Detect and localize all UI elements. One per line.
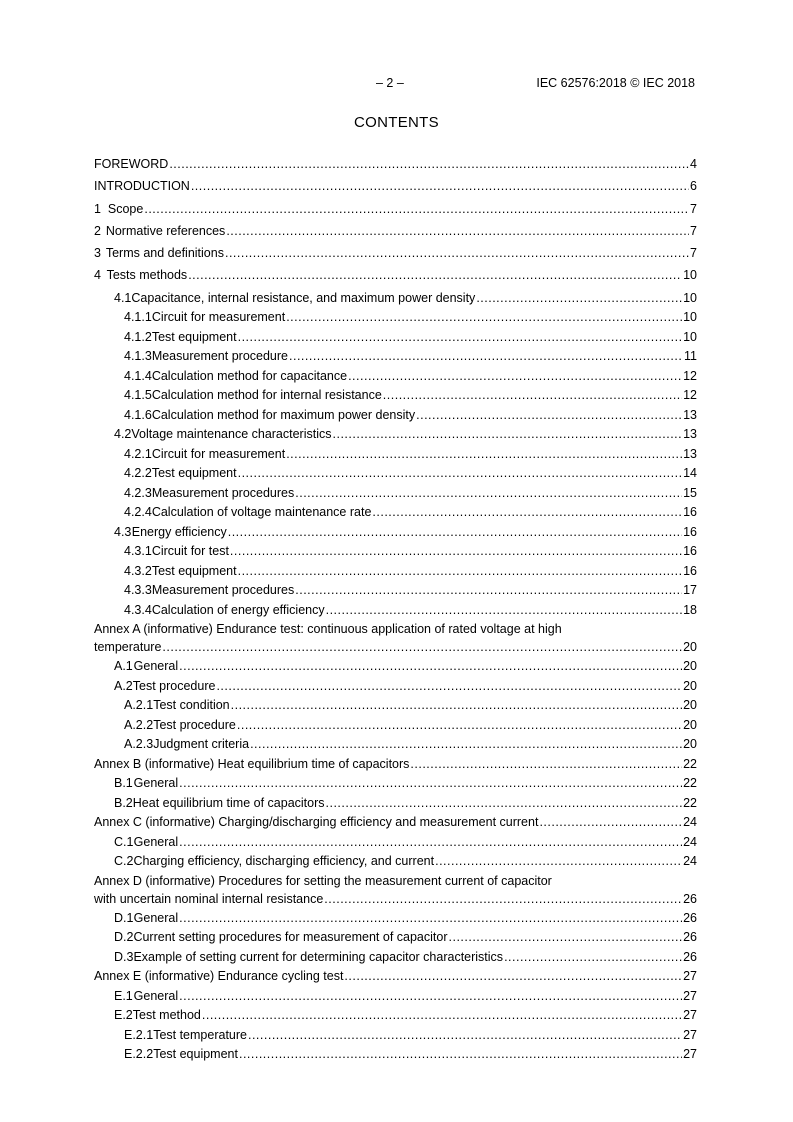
toc-entry-label: Test condition xyxy=(153,698,230,713)
toc-entry-number: C.1 xyxy=(114,834,134,849)
toc-entry-page: 20 xyxy=(683,717,697,732)
dot-leader xyxy=(324,892,682,906)
toc-entry-label: Annex E (informative) Endurance cycling test xyxy=(94,969,344,984)
dot-leader xyxy=(326,603,682,617)
dot-leader xyxy=(539,815,682,829)
toc-entry-label: Calculation of voltage maintenance rate xyxy=(151,505,372,520)
dot-leader xyxy=(228,525,682,539)
toc-entry-label: Test equipment xyxy=(151,563,237,578)
dot-leader xyxy=(216,679,682,693)
toc-entry-number: A.2.1 xyxy=(124,698,154,713)
toc-entry-page: 11 xyxy=(684,349,697,364)
toc-entry-label: Energy efficiency xyxy=(131,524,227,539)
toc-entry-label: Judgment criteria xyxy=(153,737,250,752)
toc-entry[interactable] xyxy=(94,505,697,525)
toc-entry-label: Calculation of energy efficiency xyxy=(151,602,325,617)
toc-entry[interactable] xyxy=(94,179,697,201)
toc-entry-page: 20 xyxy=(683,678,697,693)
toc-entry-page: 22 xyxy=(683,756,697,771)
toc-entry-label: Measurement procedures xyxy=(151,583,295,598)
toc-entry-page: 27 xyxy=(683,1008,697,1023)
dot-leader xyxy=(230,544,682,558)
toc-entry-page: 12 xyxy=(683,368,697,383)
toc-entry-number: 4.3.3 xyxy=(124,583,152,598)
toc-entry-page: 16 xyxy=(683,563,697,578)
toc-entry-page: 20 xyxy=(683,640,697,655)
dot-leader xyxy=(504,950,682,964)
dot-leader xyxy=(188,268,682,282)
toc-entry-page: 13 xyxy=(683,427,697,442)
toc-entry-number: C.2 xyxy=(114,854,134,869)
toc-entry-number: 4.3.4 xyxy=(124,602,152,617)
toc-entry-label: General xyxy=(133,834,179,849)
toc-entry-page: 10 xyxy=(683,290,697,305)
toc-entry-page: 14 xyxy=(683,466,697,481)
toc-entry[interactable] xyxy=(94,718,697,738)
toc-entry[interactable] xyxy=(94,564,697,584)
document-reference: IEC 62576:2018 © IEC 2018 xyxy=(536,76,695,90)
toc-entry-number: 4.2.3 xyxy=(124,485,152,500)
toc-entry[interactable] xyxy=(94,776,697,796)
toc-entry[interactable] xyxy=(94,310,697,330)
toc-entry-label: Test procedure xyxy=(153,717,236,732)
toc-entry-page: 16 xyxy=(683,544,697,559)
dot-leader xyxy=(191,179,689,193)
toc-entry[interactable] xyxy=(94,679,697,699)
dot-leader xyxy=(476,291,682,305)
dot-leader xyxy=(169,157,689,171)
toc-entry[interactable] xyxy=(94,622,697,659)
toc-entry-number: 4.2 xyxy=(114,427,132,442)
toc-entry-number: A.2.3 xyxy=(124,737,154,752)
dot-leader xyxy=(372,505,682,519)
dot-leader xyxy=(250,737,682,751)
toc-entry-number: 4.2.2 xyxy=(124,466,152,481)
dot-leader xyxy=(435,854,682,868)
toc-entry-page: 27 xyxy=(683,1027,697,1042)
dot-leader xyxy=(248,1028,682,1042)
toc-entry-number: 3 xyxy=(94,246,101,261)
toc-entry-page: 17 xyxy=(683,583,697,598)
toc-entry-page: 27 xyxy=(683,1047,697,1062)
toc-entry-title-line: Annex D (informative) Procedures for setting the measurement current of capacitor xyxy=(94,873,552,888)
toc-entry-label: Normative references xyxy=(105,223,226,238)
toc-entry-label: Circuit for measurement xyxy=(151,446,286,461)
toc-entry-page: 10 xyxy=(683,310,697,325)
toc-entry-label: Measurement procedures xyxy=(151,485,295,500)
toc-entry-label: with uncertain nominal internal resistance xyxy=(94,891,324,906)
toc-entry-number: A.2.2 xyxy=(124,717,154,732)
dot-leader xyxy=(286,310,682,324)
dot-leader xyxy=(179,776,682,790)
toc-entry[interactable] xyxy=(94,349,697,369)
toc-entry[interactable] xyxy=(94,157,697,179)
dot-leader xyxy=(410,757,682,771)
dot-leader xyxy=(295,486,682,500)
toc-entry-page: 24 xyxy=(683,815,697,830)
toc-entry-number: A.1 xyxy=(114,659,133,674)
toc-entry-page: 22 xyxy=(683,776,697,791)
toc-entry-label: Circuit for measurement xyxy=(151,310,286,325)
toc-entry[interactable] xyxy=(94,969,697,989)
dot-leader xyxy=(238,564,683,578)
toc-entry-label: Heat equilibrium time of capacitors xyxy=(132,795,325,810)
toc-entry-label: Test temperature xyxy=(153,1027,247,1042)
toc-entry-label: Example of setting current for determining capacitor characteristics xyxy=(133,949,504,964)
toc-entry-page: 26 xyxy=(683,949,697,964)
toc-entry-number: 4.2.4 xyxy=(124,505,152,520)
dot-leader xyxy=(238,330,683,344)
dot-leader xyxy=(202,1008,682,1022)
toc-entry-page: 26 xyxy=(683,910,697,925)
toc-entry-number: 4.1.3 xyxy=(124,349,152,364)
toc-entry[interactable] xyxy=(94,447,697,467)
dot-leader xyxy=(383,388,682,402)
toc-entry-page: 24 xyxy=(683,854,697,869)
toc-entry-number: 4.3 xyxy=(114,524,132,539)
toc-entry-label: Test method xyxy=(132,1008,201,1023)
toc-entry-label: General xyxy=(133,776,179,791)
toc-entry-page: 18 xyxy=(683,602,697,617)
toc-entry-number: 4.3.2 xyxy=(124,563,152,578)
dot-leader xyxy=(179,659,682,673)
toc-entry-page: 20 xyxy=(683,737,697,752)
toc-entry[interactable] xyxy=(94,603,697,623)
toc-entry-label: Scope xyxy=(107,201,144,216)
toc-entry-number: E.2.2 xyxy=(124,1047,154,1062)
toc-entry-page: 7 xyxy=(690,223,697,238)
dot-leader xyxy=(333,427,683,441)
toc-entry[interactable] xyxy=(94,874,697,911)
toc-entry[interactable] xyxy=(94,224,697,246)
toc-entry-number: D.3 xyxy=(114,949,134,964)
toc-entry-page: 16 xyxy=(683,524,697,539)
toc-entry[interactable] xyxy=(94,427,697,447)
toc-entry[interactable] xyxy=(94,330,697,350)
toc-entry[interactable] xyxy=(94,202,697,224)
toc-entry-label: Circuit for test xyxy=(151,544,229,559)
page-header xyxy=(0,76,793,92)
dot-leader xyxy=(238,466,683,480)
dot-leader xyxy=(326,796,683,810)
toc-entry-number: E.2.1 xyxy=(124,1027,154,1042)
toc-entry[interactable] xyxy=(94,583,697,603)
toc-entry-label: Test equipment xyxy=(153,1047,238,1062)
toc-entry-label: General xyxy=(133,988,179,1003)
toc-entry-label: Annex B (informative) Heat equilibrium time of capacitors xyxy=(94,756,410,771)
toc-entry[interactable] xyxy=(94,369,697,389)
toc-entry[interactable] xyxy=(94,950,697,970)
toc-entry-label: Capacitance, internal resistance, and maximum power density xyxy=(131,290,476,305)
toc-entry-number: 1 xyxy=(94,201,101,216)
toc-entry-page: 15 xyxy=(683,485,697,500)
toc-entry-page: 10 xyxy=(683,329,697,344)
toc-entry-page: 12 xyxy=(683,388,697,403)
toc-entry-page: 22 xyxy=(683,795,697,810)
toc-entry-label: Charging efficiency, discharging efficiency, and current xyxy=(133,854,435,869)
toc-entry-label: Calculation method for maximum power density xyxy=(151,407,416,422)
toc-entry-number: 4.2.1 xyxy=(124,446,152,461)
toc-entry[interactable] xyxy=(94,388,697,408)
toc-entry-number: 4.1.5 xyxy=(124,388,152,403)
toc-entry-page: 6 xyxy=(690,179,697,194)
toc-entry-page: 26 xyxy=(683,930,697,945)
toc-entry-number: 2 xyxy=(94,223,101,238)
toc-entry-page: 20 xyxy=(683,698,697,713)
toc-entry-number: B.2 xyxy=(114,795,133,810)
dot-leader xyxy=(289,349,683,363)
toc-entry[interactable] xyxy=(94,408,697,428)
dot-leader xyxy=(416,408,682,422)
toc-entry[interactable] xyxy=(94,989,697,1009)
toc-entry[interactable] xyxy=(94,1047,697,1067)
toc-entry-label: INTRODUCTION xyxy=(94,179,190,194)
dot-leader xyxy=(225,246,689,260)
toc-entry[interactable] xyxy=(94,525,697,545)
toc-entry-number: 4.1.2 xyxy=(124,329,152,344)
toc-entry-page: 16 xyxy=(683,505,697,520)
toc-entry-label: General xyxy=(133,659,179,674)
dot-leader xyxy=(144,202,689,216)
toc-entry-label: Terms and definitions xyxy=(105,246,224,261)
toc-entry-page: 4 xyxy=(690,157,697,171)
dot-leader xyxy=(179,835,682,849)
toc-entry-page: 7 xyxy=(690,246,697,261)
toc-entry-label: Test procedure xyxy=(132,678,216,693)
toc-entry[interactable] xyxy=(94,815,697,835)
toc-entry-number: 4.1.6 xyxy=(124,407,152,422)
toc-entry-page: 10 xyxy=(683,268,697,283)
toc-entry-number: D.1 xyxy=(114,910,134,925)
toc-entry-number: 4.3.1 xyxy=(124,544,152,559)
toc-entry-label: General xyxy=(133,910,179,925)
toc-entry-page: 13 xyxy=(683,446,697,461)
toc-entry[interactable] xyxy=(94,1028,697,1048)
toc-entry[interactable] xyxy=(94,466,697,486)
toc-entry-page: 27 xyxy=(683,988,697,1003)
toc-entry-number: E.1 xyxy=(114,988,133,1003)
page-number: – 2 – xyxy=(376,76,404,90)
toc-entry[interactable] xyxy=(94,246,697,268)
dot-leader xyxy=(286,447,682,461)
toc-entry-page: 24 xyxy=(683,834,697,849)
toc-entry-label: temperature xyxy=(94,640,162,655)
toc-entry[interactable] xyxy=(94,698,697,718)
dot-leader xyxy=(295,583,682,597)
dot-leader xyxy=(239,1047,682,1061)
dot-leader xyxy=(449,930,683,944)
dot-leader xyxy=(344,969,682,983)
toc-entry[interactable] xyxy=(94,1008,697,1028)
dot-leader xyxy=(179,989,682,1003)
dot-leader xyxy=(231,698,682,712)
toc-entry[interactable] xyxy=(94,911,697,931)
toc-entry-number: 4.1.4 xyxy=(124,368,152,383)
toc-entry-label: Tests methods xyxy=(106,268,188,283)
toc-entry-page: 13 xyxy=(683,407,697,422)
toc-entry[interactable] xyxy=(94,930,697,950)
toc-entry-label: Test equipment xyxy=(151,329,237,344)
toc-entry[interactable] xyxy=(94,796,697,816)
toc-entry[interactable] xyxy=(94,737,697,757)
dot-leader xyxy=(237,718,682,732)
toc-entry-page: 27 xyxy=(683,969,697,984)
toc-entry-label: Voltage maintenance characteristics xyxy=(131,427,332,442)
toc-entry-page: 7 xyxy=(690,201,697,216)
toc-entry[interactable] xyxy=(94,835,697,855)
toc-entry-title-line: Annex A (informative) Endurance test: continuous application of rated voltage at high xyxy=(94,622,562,637)
toc-entry[interactable] xyxy=(94,544,697,564)
toc-entry-number: 4 xyxy=(94,268,101,283)
toc-entry[interactable] xyxy=(94,854,697,874)
toc-entry-label: FOREWORD xyxy=(94,157,169,171)
table-of-contents xyxy=(94,157,697,1067)
toc-entry-label: Calculation method for capacitance xyxy=(151,368,348,383)
toc-entry-number: 4.1.1 xyxy=(124,310,152,325)
toc-entry-page: 20 xyxy=(683,659,697,674)
toc-entry[interactable] xyxy=(94,659,697,679)
toc-entry-number: 4.1 xyxy=(114,290,132,305)
toc-entry-label: Current setting procedures for measurement of capacitor xyxy=(133,930,448,945)
toc-entry-label: Test equipment xyxy=(151,466,237,481)
contents-title: CONTENTS xyxy=(354,114,439,131)
toc-entry-label: Calculation method for internal resistance xyxy=(151,388,382,403)
dot-leader xyxy=(162,640,682,654)
dot-leader xyxy=(179,911,682,925)
toc-entry[interactable] xyxy=(94,291,697,311)
toc-entry-number: A.2 xyxy=(114,678,133,693)
toc-entry-label: Measurement procedure xyxy=(151,349,288,364)
dot-leader xyxy=(348,369,682,383)
dot-leader xyxy=(226,224,689,238)
toc-entry[interactable] xyxy=(94,486,697,506)
toc-entry-page: 26 xyxy=(683,891,697,906)
toc-entry[interactable] xyxy=(94,757,697,777)
toc-entry-label: Annex C (informative) Charging/discharging efficiency and measurement current xyxy=(94,815,539,830)
toc-entry-number: B.1 xyxy=(114,776,133,791)
toc-entry-number: D.2 xyxy=(114,930,134,945)
toc-entry-number: E.2 xyxy=(114,1008,133,1023)
toc-entry[interactable] xyxy=(94,268,697,290)
